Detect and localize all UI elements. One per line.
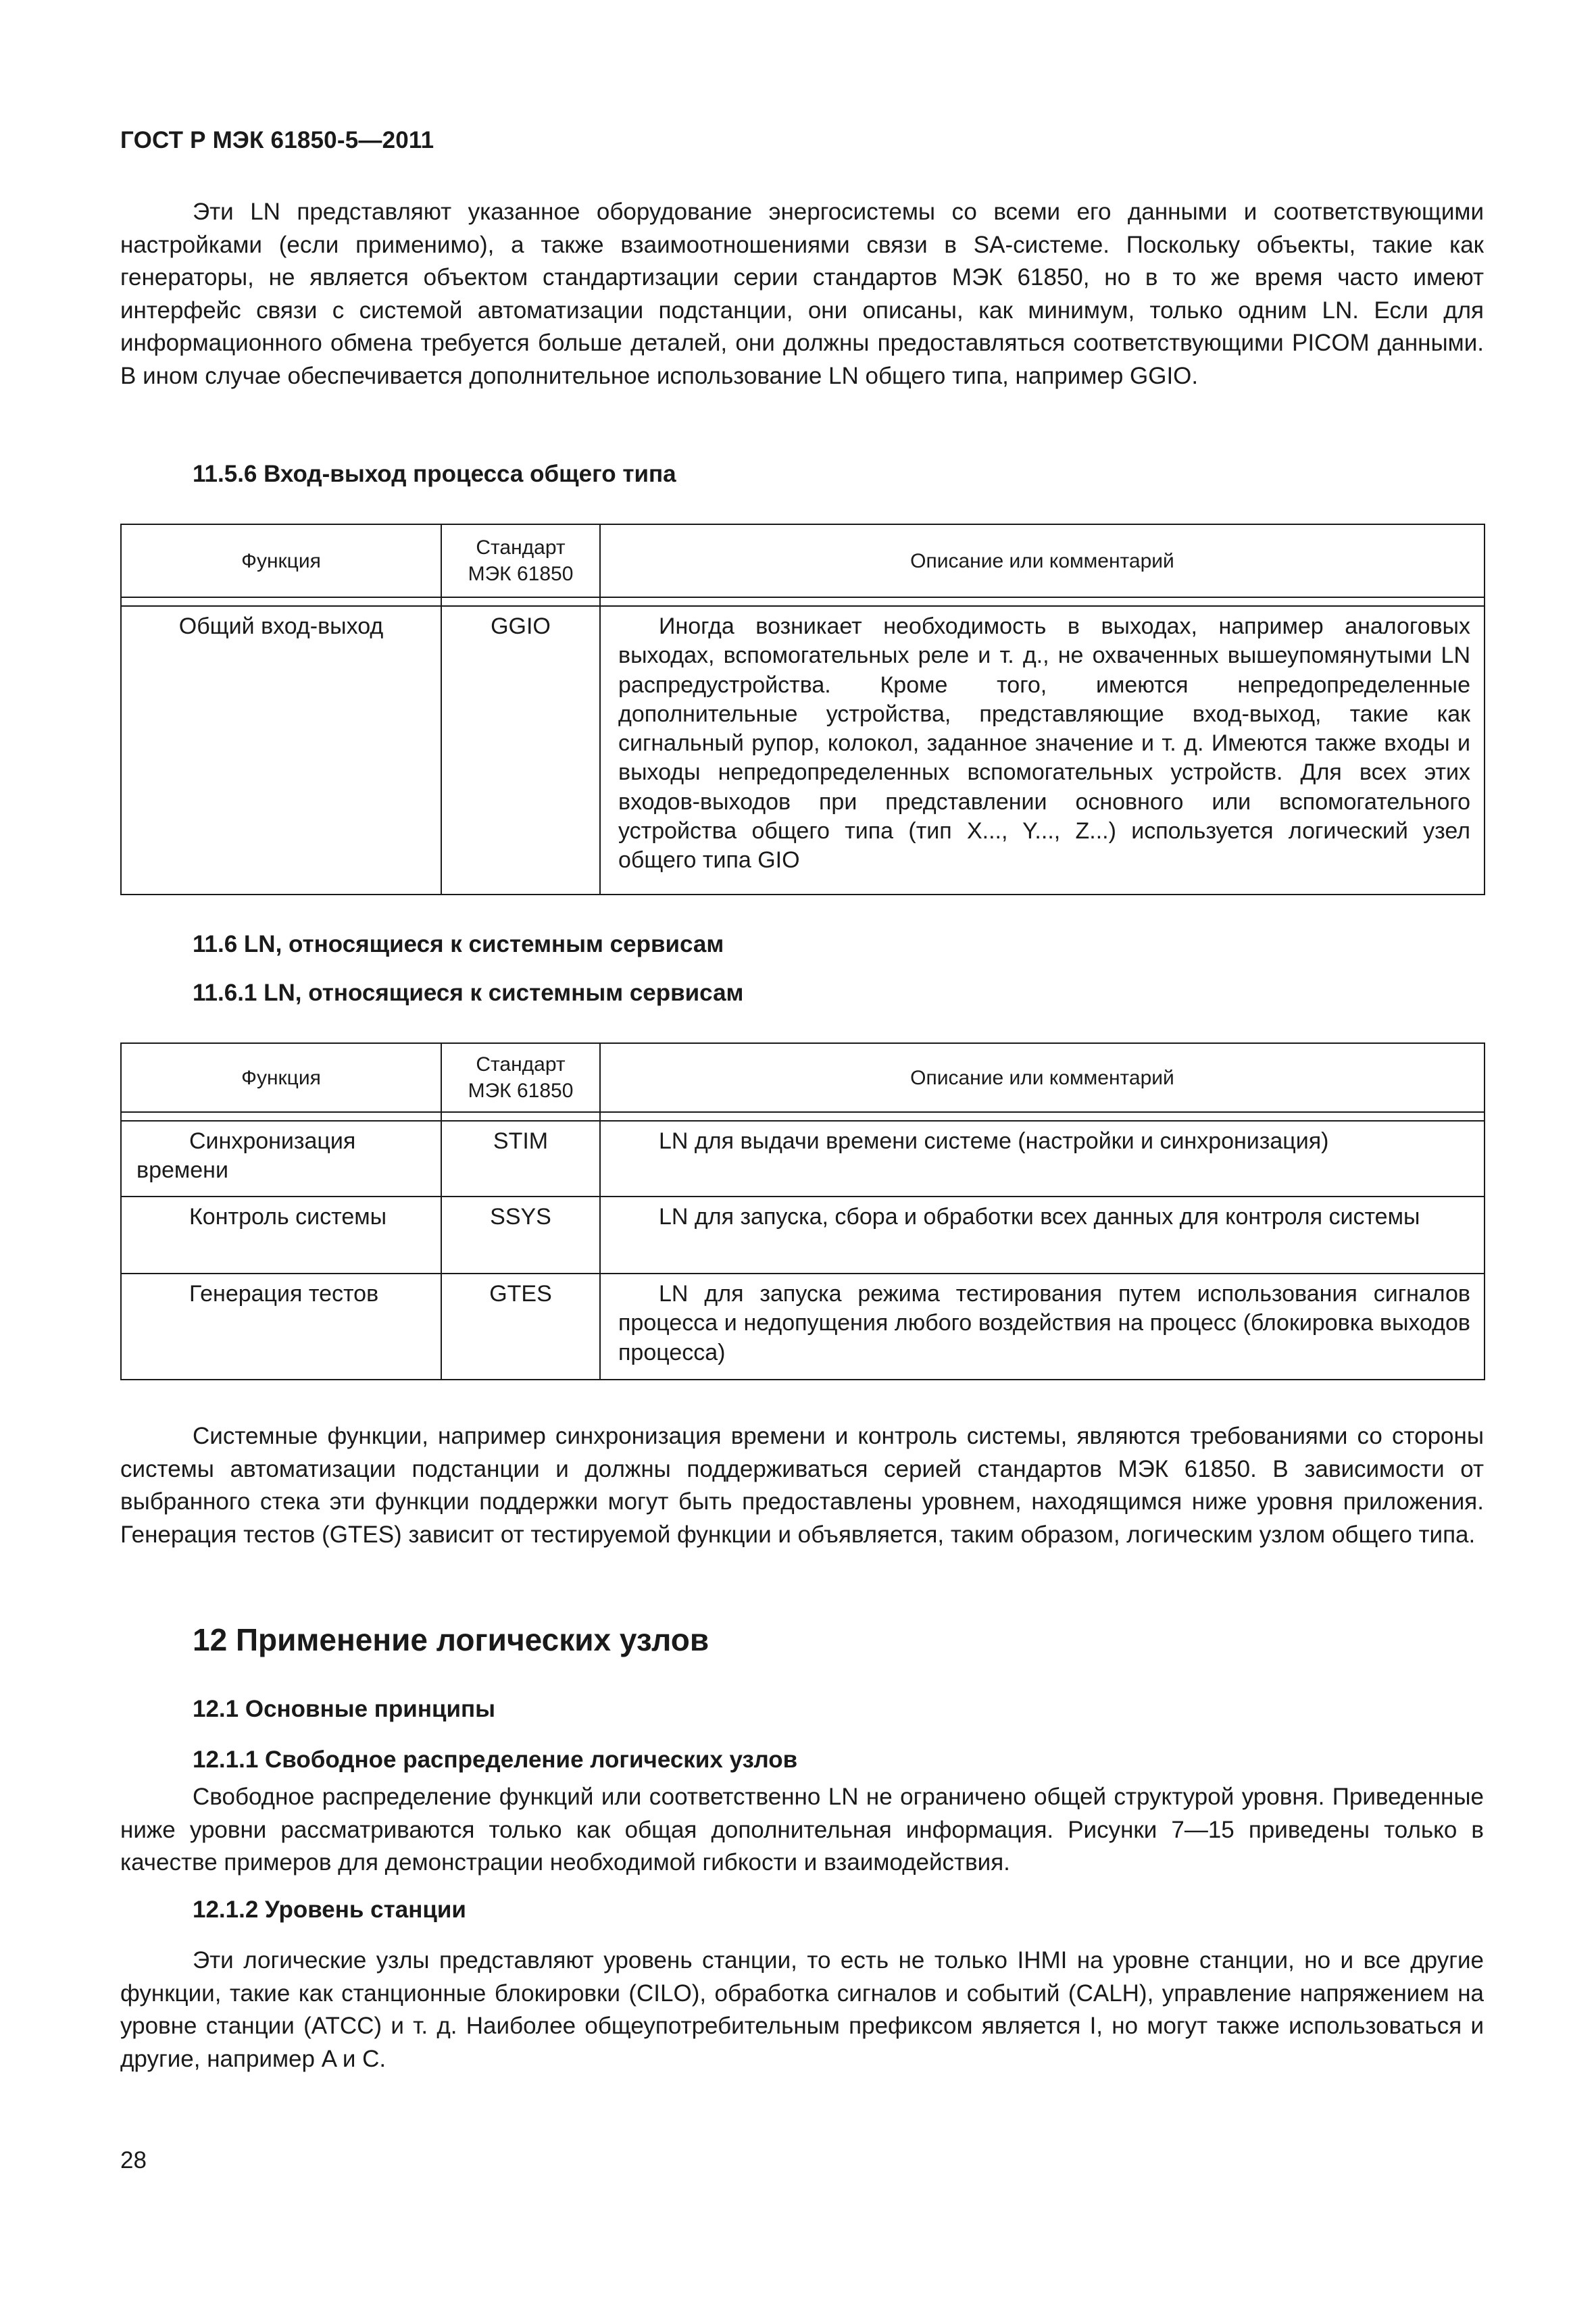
heading-12-1-2: 12.1.2 Уровень станции	[193, 1896, 466, 1923]
cell-code: SSYS	[490, 1204, 551, 1230]
header-function: Функция	[121, 1043, 441, 1112]
intro-paragraph: Эти LN представляют указанное оборудование энергосистемы со всеми его данными и соответствующими настройками (если применимо), а также взаимоотношениями связи в SA-системе. Поскольку объекты, такие как генераторы, не является объектом стандартизации серии стандартов МЭК 61850, но в то же время часто имеют интерфейс связи с системой автоматизации подстанции, они описаны, как минимум, только одним LN. Если для информационного обмена требуется больше деталей, они должны предоставляться соответствующими PICOM данными. В ином случае обеспечивается дополнительное использование LN общего типа, например GGIO.	[120, 199, 1484, 389]
table-row	[121, 1121, 1485, 1197]
cell-function: Генерация тестов	[189, 1281, 379, 1307]
header-standard	[441, 1043, 600, 1112]
cell-function: Общий вход-выход	[178, 613, 384, 639]
header-separator	[121, 1112, 1485, 1121]
header-standard-label: Стандарт МЭК 61850	[468, 536, 574, 585]
cell-description: LN для запуска, сбора и обработки всех данных для контроля системы	[659, 1204, 1420, 1230]
paragraph-12-1-2: Эти логические узлы представляют уровень станции, то есть не только IHMI на уровне станции, но и все другие функции, такие как станционные блокировки (CILO), обработка сигналов и событий (CALH), управление напряжением на уровне станции (ATCC) и т. д. Наиболее общеупотребительным префиксом является I, но могут также использоваться и другие, например A и C.	[120, 1947, 1484, 2072]
table-header-row	[121, 524, 1485, 597]
heading-12-1: 12.1 Основные принципы	[193, 1696, 496, 1722]
table-row	[121, 1197, 1485, 1274]
cell-function: Контроль системы	[189, 1204, 387, 1230]
table-header-row	[121, 1043, 1485, 1112]
paragraph-12-1-1: Свободное распределение функций или соответственно LN не ограничено общей структурой уровня. Приведенные ниже уровни рассматриваются только как общая дополнительная информация. Рисунки 7—15 приведены только в качестве примеров для демонстрации необходимой гибкости и взаимодействия.	[120, 1784, 1484, 1876]
header-description: Описание или комментарий	[600, 524, 1485, 597]
table-generic-io	[120, 524, 1485, 895]
heading-12: 12 Применение логических узлов	[193, 1622, 709, 1657]
page-number: 28	[120, 2147, 147, 2173]
heading-11-5-6: 11.5.6 Вход-выход процесса общего типа	[193, 461, 676, 487]
header-separator	[121, 597, 1485, 606]
header-function: Функция	[121, 524, 441, 597]
cell-description: Иногда возникает необходимость в выходах, например аналоговых выходах, вспомогательных реле и т. д., не охваченных вышеупомянутыми LN распредустройства. Кроме того, имеются непредопределенные дополнительные устройства, представляющие вход-выход, такие как сигнальный рупор, колокол, заданное значение и т. д. Имеются также входы и выходы непредопределенных вспомогательных устройств. Для всех этих входов-выходов при представлении основного или вспомогательного устройства общего типа (тип X..., Y..., Z...) используется логический узел общего типа GIO	[618, 613, 1470, 874]
heading-11-6: 11.6 LN, относящиеся к системным сервисам	[193, 931, 724, 957]
cell-code: GTES	[489, 1281, 552, 1307]
header-standard-label: Стандарт МЭК 61850	[468, 1053, 574, 1102]
header-description: Описание или комментарий	[600, 1043, 1485, 1112]
table-row	[121, 606, 1485, 895]
cell-code: STIM	[493, 1128, 549, 1154]
table-system-services	[120, 1042, 1485, 1380]
cell-function: Синхронизация времени	[136, 1128, 356, 1184]
cell-code: GGIO	[491, 613, 551, 639]
heading-12-1-1: 12.1.1 Свободное распределение логических узлов	[193, 1746, 798, 1773]
running-header: ГОСТ Р МЭК 61850-5—2011	[120, 127, 434, 153]
cell-description: LN для выдачи времени системе (настройки и синхронизация)	[659, 1128, 1329, 1154]
heading-11-6-1: 11.6.1 LN, относящиеся к системным сервисам	[193, 980, 744, 1006]
system-functions-paragraph: Системные функции, например синхронизация времени и контроль системы, являются требованиями со стороны системы автоматизации подстанции и должны поддерживаться серией стандартов МЭК 61850. В зависимости от выбранного стека эти функции поддержки могут быть предоставлены уровнем, находящимся ниже уровня приложения. Генерация тестов (GTES) зависит от тестируемой функции и объявляется, таким образом, логическим узлом общего типа.	[120, 1423, 1484, 1548]
header-standard	[441, 524, 600, 597]
cell-description: LN для запуска режима тестирования путем использования сигналов процесса и недопущения любого воздействия на процесс (блокировка выходов процесса)	[618, 1281, 1470, 1365]
table-row	[121, 1274, 1485, 1380]
